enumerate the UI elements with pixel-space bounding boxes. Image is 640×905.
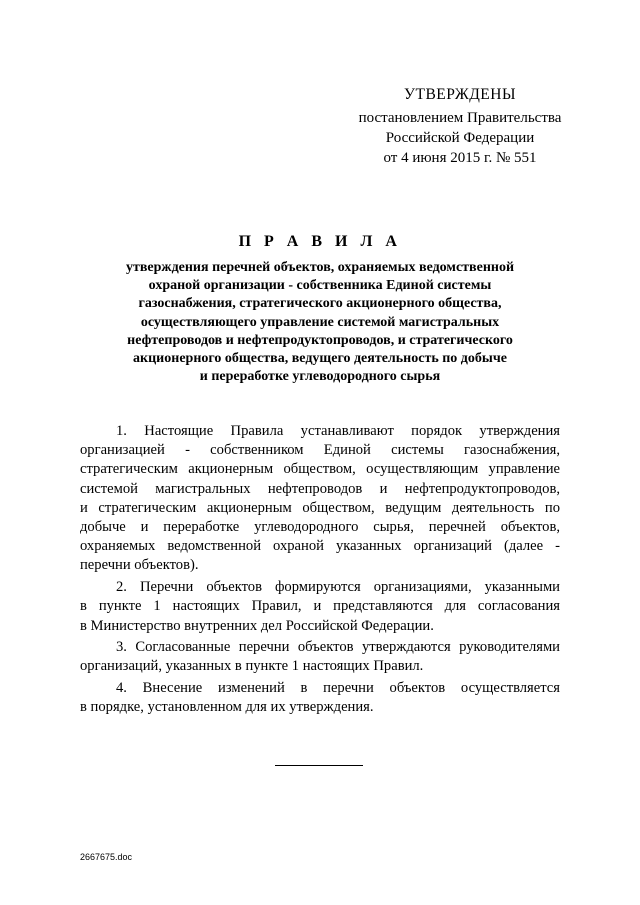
- approval-line-1: постановлением Правительства: [358, 110, 562, 126]
- paragraph-line: охраняемых ведомственной охраной указанных организаций (далее -: [80, 538, 560, 555]
- subtitle-line: охраной организации - собственника Единой системы: [148, 278, 492, 294]
- closing-divider: [275, 765, 363, 766]
- paragraph-2: [80, 578, 560, 636]
- approval-block: [340, 85, 580, 168]
- approval-line-3: от 4 июня 2015 г. № 551: [383, 150, 537, 166]
- paragraph-4: [80, 679, 560, 717]
- approval-title: УТВЕРЖДЕНЫ: [404, 86, 516, 103]
- paragraph-line: 3. Согласованные перечни объектов утверждаются руководителями: [116, 639, 560, 656]
- document-subtitle: [100, 259, 540, 386]
- subtitle-line: осуществляющего управление системой магистральных: [140, 314, 500, 330]
- file-name: 2667675.doc: [80, 852, 133, 862]
- paragraph-1: [80, 422, 560, 576]
- paragraph-line: в Министерство внутренних дел Российской Федерации.: [80, 617, 434, 634]
- document-title: П Р А В И Л А: [238, 233, 402, 250]
- paragraph-line: в порядке, установленном для их утверждения.: [80, 699, 374, 716]
- paragraph-line: 4. Внесение изменений в перечни объектов осуществляется: [116, 680, 560, 697]
- subtitle-line: нефтепроводов и нефтепродуктопроводов, и стратегического: [127, 332, 513, 348]
- paragraph-line: 1. Настоящие Правила устанавливают порядок утверждения: [116, 423, 560, 439]
- subtitle-line: акционерного общества, ведущего деятельность по добыче: [133, 351, 507, 367]
- paragraph-line: 2. Перечни объектов формируются организациями, указанными: [116, 579, 560, 596]
- subtitle-line: и переработке углеводородного сырья: [199, 369, 441, 385]
- paragraph-line: организаций, указанных в пункте 1 настоящих Правил.: [80, 658, 424, 675]
- subtitle-line: газоснабжения, стратегического акционерного общества,: [138, 296, 502, 312]
- approval-line-2: Российской Федерации: [385, 130, 535, 146]
- paragraph-line: и стратегическим акционерным обществом, ведущим деятельность по: [80, 499, 560, 516]
- paragraph-3: [80, 638, 560, 676]
- rules-body: [80, 422, 560, 720]
- paragraph-line: перечни объектов).: [80, 557, 199, 574]
- paragraph-line: добыче и переработке углеводородного сырья, перечней объектов,: [80, 519, 560, 536]
- paragraph-line: организацией - собственником Единой системы газоснабжения,: [80, 442, 560, 459]
- paragraph-line: системой магистральных нефтепроводов и нефтепродуктопроводов,: [80, 480, 560, 497]
- paragraph-line: стратегическим акционерным обществом, осуществляющим управление: [80, 461, 560, 478]
- subtitle-line: утверждения перечней объектов, охраняемых ведомственной: [125, 260, 515, 275]
- paragraph-line: в пункте 1 настоящих Правил, и представляются для согласования: [80, 598, 560, 615]
